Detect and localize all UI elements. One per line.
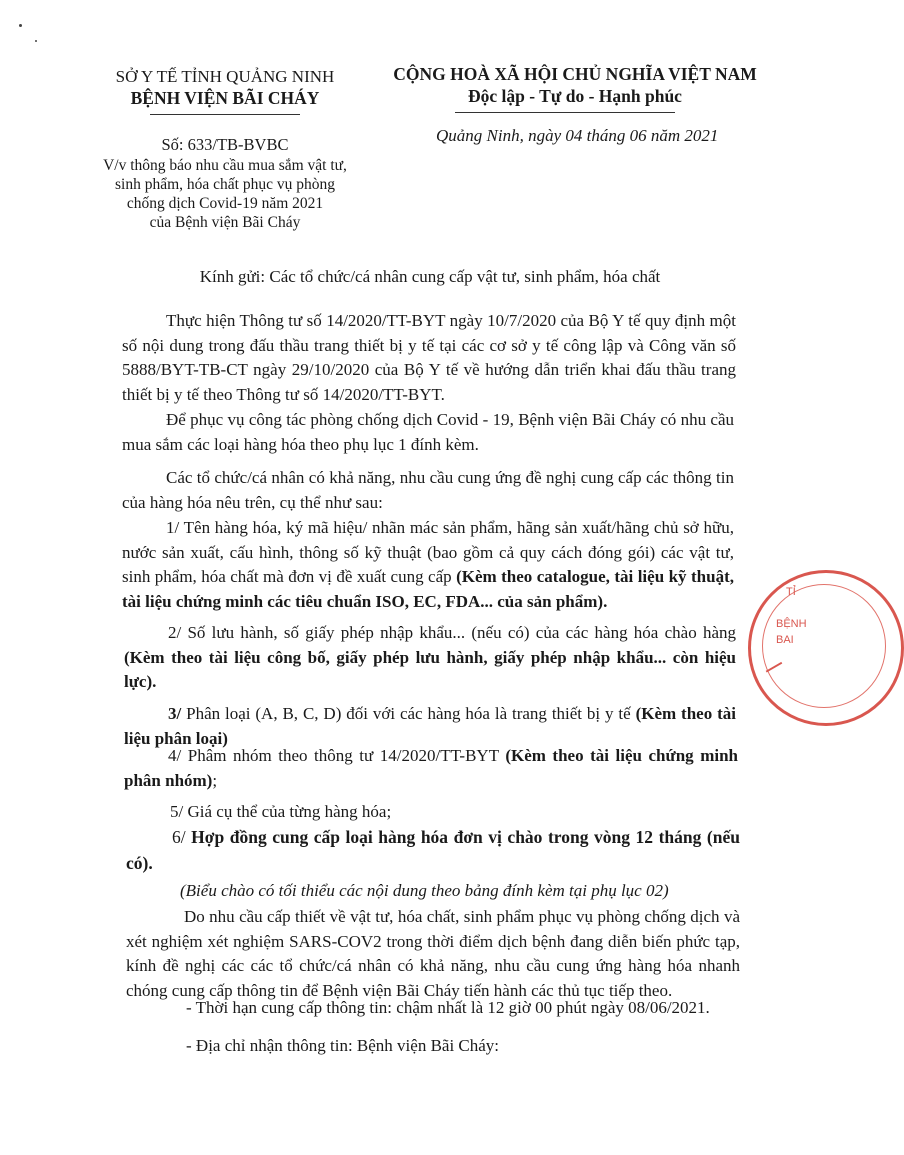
- note-appendix: (Biểu chào có tối thiểu các nội dung theo bảng đính kèm tại phụ lục 02): [180, 881, 669, 900]
- item-3-text: Phân loại (A, B, C, D) đối với các hàng hóa là trang thiết bị y tế: [181, 704, 636, 723]
- subject-line: của Bệnh viện Bãi Cháy: [149, 214, 301, 231]
- date-line: Quảng Ninh, ngày 04 tháng 06 năm 2021: [436, 126, 719, 145]
- stamp-text: TỈ: [786, 586, 796, 598]
- recipient-line: Kính gửi: Các tổ chức/cá nhân cung cấp vật tư, sinh phẩm, hóa chất: [199, 267, 661, 286]
- item-1-attachment: (Kèm theo catalogue, tài liệu kỹ thuật, tài liệu chứng minh các tiêu chuẩn ISO, EC, FDA... của sản phẩm).: [122, 567, 734, 611]
- item-4-text: 4/ Phâm nhóm theo thông tư 14/2020/TT-BYT: [168, 746, 506, 765]
- subject-line: sinh phẩm, hóa chất phục vụ phòng: [115, 176, 335, 193]
- item-5: 5/ Giá cụ thể của từng hàng hóa;: [170, 802, 392, 821]
- subject-line: V/v thông báo nhu cầu mua sắm vật tư,: [103, 157, 347, 174]
- item-6-bold: Hợp đồng cung cấp loại hàng hóa đơn vị chào trong vòng 12 tháng (nếu có).: [126, 827, 740, 873]
- item-2-text: 2/ Số lưu hành, số giấy phép nhập khẩu... (nếu có) của các hàng hóa chào hàng: [168, 623, 736, 642]
- scan-speck: [19, 24, 22, 27]
- paragraph-urgent: Do nhu cầu cấp thiết về vật tư, hóa chất, sinh phẩm phục vụ phòng chống dịch và xét nghiệm xét nghiệm SARS-COV2 trong thời điểm dịch bệnh đang diễn biến phức tạp, kính đề nghị các các tổ chức/cá nhân có khả năng, nhu cầu cung ứng hàng hóa nhanh chóng cung cấp thông tin để Bệnh viện Bãi Cháy tiến hành các thủ tục tiếp theo.: [126, 907, 740, 1000]
- national-motto: Độc lập - Tự do - Hạnh phúc: [468, 86, 682, 106]
- item-2-attachment: (Kèm theo tài liệu công bố, giấy phép lưu hành, giấy phép nhập khẩu... còn hiệu lực).: [124, 647, 736, 692]
- item-1: [122, 516, 734, 614]
- item-6-text: 6/: [172, 827, 192, 847]
- org-name: BỆNH VIỆN BÃI CHÁY: [130, 88, 320, 108]
- org-underline: [150, 114, 300, 115]
- doc-subject: [80, 156, 370, 232]
- republic-title: CỘNG HOÀ XÃ HỘI CHỦ NGHĨA VIỆT NAM: [393, 64, 757, 84]
- item-1-text: 1/ Tên hàng hóa, ký mã hiệu/ nhãn mác sản phẩm, hãng sản xuất/hãng chủ sở hữu, nước sản xuất, cấu hình, thông số kỹ thuật (bao gồm cả quy cách đóng gói) các vật tư, sinh phẩm, hóa chất mà đơn vị đề xuất cung cấp: [122, 518, 734, 587]
- item-3-attachment: (Kèm theo tài liệu phân loại): [124, 704, 736, 748]
- item-4-end: ;: [212, 770, 218, 790]
- subject-line: chống dịch Covid-19 năm 2021: [126, 195, 324, 212]
- doc-number: Số: 633/TB-BVBC: [161, 135, 289, 154]
- paragraph-legal-basis: Thực hiện Thông tư số 14/2020/TT-BYT ngày 10/7/2020 của Bộ Y tế quy định một số nội dung trong đấu thầu trang thiết bị y tế tại các cơ sở y tế công lập và Công văn số 5888/BYT-TB-CT ngày 29/10/2020 của Bộ Y tế về hướng dẫn triển khai đấu thầu trang thiết bị y tế theo Thông tư số 14/2020/TT-BYT.: [122, 311, 736, 404]
- address-line: - Địa chỉ nhận thông tin: Bệnh viện Bãi Cháy:: [186, 1036, 500, 1055]
- paragraph-purpose: Để phục vụ công tác phòng chống dịch Covid - 19, Bệnh viện Bãi Cháy có nhu cầu mua sắm các loại hàng hóa theo phụ lục 1 đính kèm.: [122, 410, 734, 454]
- stamp-text: BỆNH: [776, 618, 807, 630]
- item-3-number: 3/: [168, 704, 182, 723]
- item-2: [124, 621, 736, 695]
- org-parent: SỞ Y TẾ TỈNH QUẢNG NINH: [115, 67, 335, 86]
- item-4: [124, 744, 738, 793]
- deadline-line: - Thời hạn cung cấp thông tin: chậm nhất là 12 giờ 00 phút ngày 08/06/2021.: [186, 998, 710, 1017]
- scan-speck: [35, 40, 37, 42]
- paragraph-request: Các tổ chức/cá nhân có khả năng, nhu cầu cung ứng đề nghị cung cấp các thông tin của hàng hóa nêu trên, cụ thể như sau:: [122, 468, 734, 512]
- motto-underline: [455, 112, 675, 113]
- item-6: [126, 824, 740, 876]
- stamp-text: BAI: [776, 634, 794, 646]
- item-4-attachment: (Kèm theo tài liệu chứng minh phân nhóm): [124, 746, 738, 790]
